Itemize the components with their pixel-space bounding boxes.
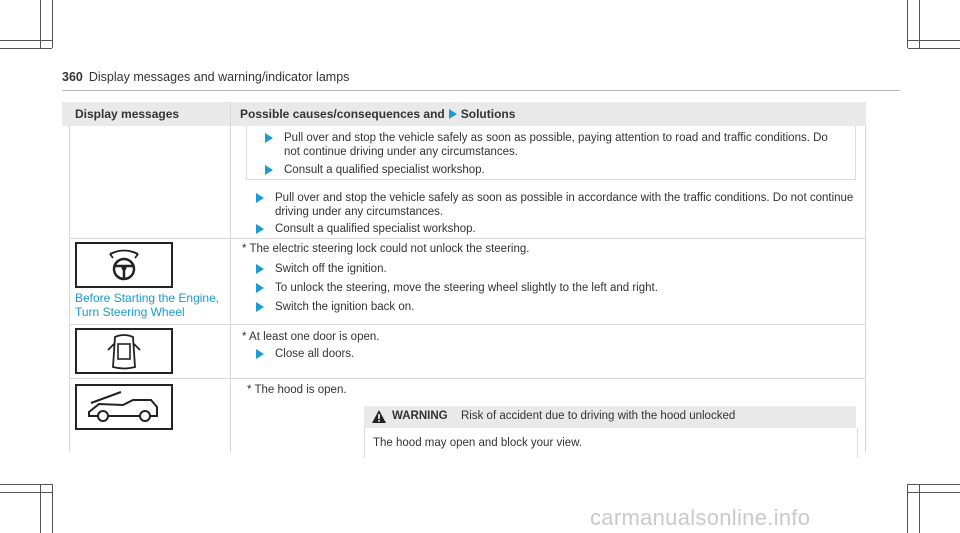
arrow-icon xyxy=(256,224,264,234)
list-item: To unlock the steering, move the steering wheel slightly to the left and right. xyxy=(256,281,854,295)
crop-mark xyxy=(908,484,960,485)
list-item: Switch the ignition back on. xyxy=(256,300,854,314)
arrow-icon xyxy=(256,193,264,203)
list-item: Pull over and stop the vehicle safely as soon as possible in accordance with the traffic conditions. Do not continue driving under any circumstances. xyxy=(256,191,854,219)
column-header-display-messages: Display messages xyxy=(75,107,180,121)
crop-mark xyxy=(0,484,52,485)
cause-text: * At least one door is open. xyxy=(242,331,380,343)
arrow-icon xyxy=(449,109,457,119)
crop-mark xyxy=(908,492,960,493)
arrow-icon xyxy=(265,133,273,143)
door-open-icon xyxy=(75,328,173,374)
warning-icon xyxy=(372,410,386,423)
table-header xyxy=(62,102,866,126)
list-item: Consult a qualified specialist workshop. xyxy=(256,222,854,236)
warning-banner xyxy=(364,406,856,428)
page-number: 360 xyxy=(62,70,83,84)
page-title: Display messages and warning/indicator lamps xyxy=(88,70,350,84)
table-border-right xyxy=(865,126,866,452)
hood-open-icon xyxy=(75,384,173,430)
crop-mark xyxy=(0,40,52,41)
warning-title: Risk of accident due to driving with the hood unlocked xyxy=(461,410,736,422)
arrow-icon xyxy=(256,349,264,359)
crop-mark xyxy=(52,0,53,48)
crop-mark xyxy=(908,48,960,49)
crop-mark xyxy=(907,0,908,48)
cause-text: * The electric steering lock could not unlock the steering. xyxy=(242,243,530,255)
list-item: Switch off the ignition. xyxy=(256,262,854,276)
arrow-icon xyxy=(256,302,264,312)
column-divider xyxy=(230,102,231,452)
steering-lock-icon xyxy=(75,242,173,288)
list-item: Consult a qualified specialist workshop. xyxy=(265,163,835,177)
watermark: carmanualsonline.info xyxy=(590,505,811,530)
header-divider xyxy=(62,90,900,91)
table-border-left xyxy=(69,126,70,452)
display-messages-table xyxy=(62,102,866,126)
crop-mark xyxy=(52,484,53,533)
warning-label: WARNING xyxy=(392,410,448,422)
list-item: Close all doors. xyxy=(256,347,854,361)
cause-text: * The hood is open. xyxy=(247,384,347,396)
display-message-text: Before Starting the Engine, Turn Steering Wheel xyxy=(75,291,220,319)
list-item: Pull over and stop the vehicle safely as soon as possible, paying attention to road and traffic conditions. Do not continue driving under any circumstances. xyxy=(265,131,835,159)
row-divider xyxy=(69,378,866,379)
column-header-causes: Possible causes/consequences and Solutions xyxy=(240,107,516,121)
crop-mark xyxy=(908,40,960,41)
running-header xyxy=(62,70,349,84)
row-divider xyxy=(69,324,866,325)
arrow-icon xyxy=(265,165,273,175)
arrow-icon xyxy=(256,264,264,274)
crop-mark xyxy=(0,492,52,493)
arrow-icon xyxy=(256,283,264,293)
warning-body-text: The hood may open and block your view. xyxy=(373,437,583,449)
warning-body xyxy=(364,428,858,458)
crop-mark xyxy=(0,48,52,49)
row-divider xyxy=(69,238,866,239)
